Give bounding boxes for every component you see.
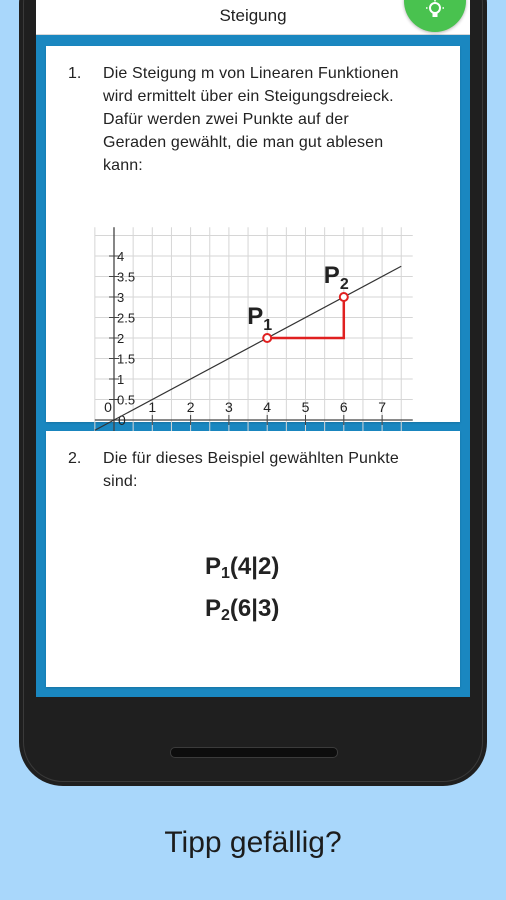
y-tick-label: 2.5 [117, 310, 136, 326]
slope-chart [94, 180, 414, 450]
x-tick-label: 3 [225, 399, 233, 415]
point-label: $P_2$ [323, 262, 349, 293]
step-text [103, 447, 455, 493]
step-text-line: wird ermittelt über ein Steigungsdreieck. [103, 88, 394, 105]
origin-label: 0 [118, 412, 126, 428]
x-tick-label: 1 [148, 399, 157, 415]
y-tick-label: 3 [117, 290, 125, 305]
step-text-line: kann: [103, 157, 143, 174]
point-marker [263, 334, 271, 342]
y-tick-label: 4 [117, 249, 125, 264]
point-label-subscript: 1 [263, 317, 273, 334]
step-text-line: Dafür werden zwei Punkte auf der [103, 111, 349, 128]
y-tick-label: 1 [117, 372, 125, 387]
step-card-1 [46, 46, 460, 428]
y-tick-label: 0.5 [117, 392, 136, 408]
y-tick-label: 3.5 [117, 269, 136, 285]
step-card-2 [46, 431, 460, 687]
x-tick-label: 6 [339, 399, 348, 415]
y-tick-label: 1.5 [117, 351, 136, 367]
point-marker [340, 293, 348, 301]
step-text-line: Geraden gewählt, die man gut ablesen [103, 134, 384, 151]
x-tick-label: 4 [263, 399, 272, 415]
home-indicator[interactable] [170, 747, 338, 758]
x-tick-label: 5 [301, 399, 310, 415]
app-screen [36, 0, 470, 697]
origin-label: 0 [104, 399, 112, 415]
page-title: Steigung [219, 6, 287, 25]
x-tick-label: 7 [378, 399, 386, 415]
step-text-line: sind: [103, 473, 138, 490]
lightbulb-icon [424, 0, 446, 22]
step-number: 1. [68, 65, 82, 82]
x-tick-label: 2 [186, 399, 195, 415]
point-2-label: $P_2(6|3)$ [205, 595, 280, 624]
caption-text: Tipp gefällig? [164, 826, 342, 859]
point-label-subscript: 2 [339, 276, 349, 293]
point-1-label: $P_1(4|2)$ [205, 553, 280, 582]
step-text-line: Die für dieses Beispiel gewählten Punkte [103, 450, 399, 467]
step-text-line: Die Steigung m von Linearen Funktionen [103, 65, 399, 82]
step-number: 2. [68, 450, 82, 467]
step-text [103, 62, 455, 177]
y-tick-label: 2 [117, 331, 125, 346]
point-label: $P_1$ [247, 303, 273, 334]
